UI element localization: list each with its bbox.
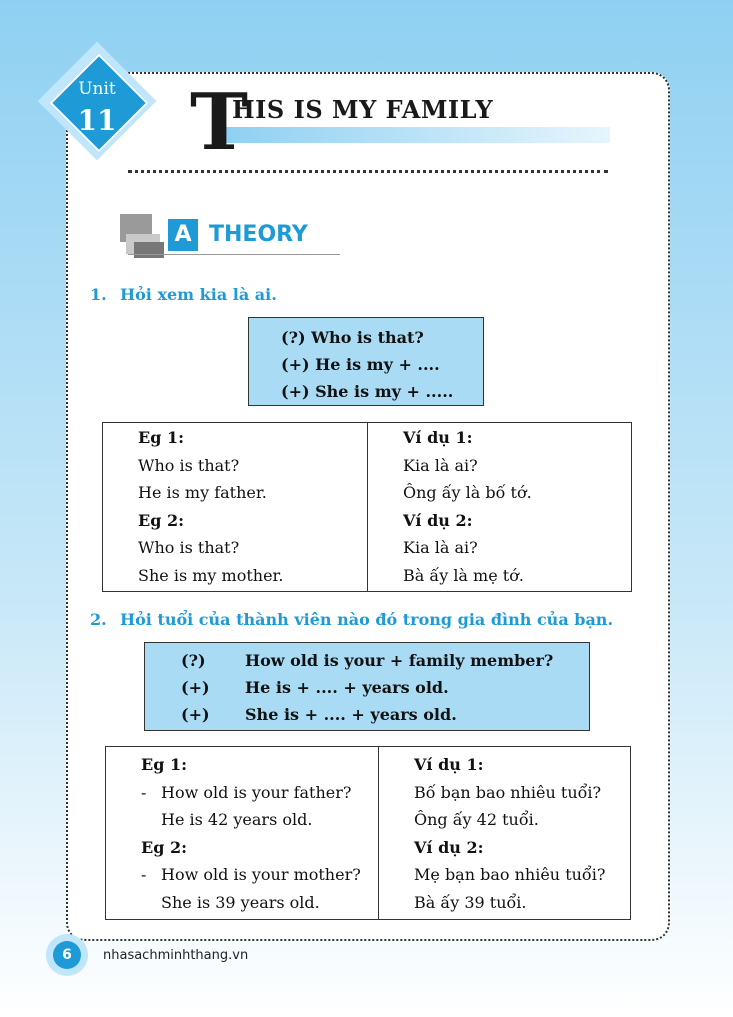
dash-marker: -: [141, 782, 147, 802]
theory-letter: A: [168, 219, 198, 251]
section1-number: 1.: [90, 285, 107, 304]
table-left-column: [106, 747, 378, 919]
page-number: 6: [53, 941, 81, 969]
table-cell: [141, 806, 378, 834]
formula-sign: (?): [181, 651, 206, 670]
answer-text: He is 42 years old.: [161, 810, 313, 829]
table-cell: Mẹ bạn bao nhiêu tuổi?: [414, 865, 606, 884]
table-cell: Kia là ai?: [403, 455, 478, 475]
table-cell: Who is that?: [138, 538, 240, 557]
formula-sign: (+): [181, 705, 210, 724]
table-cell: Who is that?: [138, 455, 240, 475]
section2-example-table: [105, 746, 631, 920]
table-cell: Ông ấy là bố tớ.: [403, 483, 532, 502]
table-cell: Eg 1:: [138, 428, 184, 447]
table-cell: [141, 889, 378, 917]
table-right-column: [367, 423, 631, 591]
section1-formula-box: [248, 317, 484, 406]
section1-example-table: [102, 422, 632, 592]
question-text: How old is your mother?: [161, 865, 361, 884]
section1-heading-text: Hỏi xem kia là ai.: [120, 285, 277, 304]
table-cell: She is my mother.: [138, 565, 284, 585]
table-cell: Eg 2:: [138, 510, 184, 530]
table-cell: He is my father.: [138, 483, 267, 502]
title-divider: [128, 170, 608, 173]
dash-marker: -: [141, 865, 147, 884]
table-left-column: [103, 423, 367, 591]
table-cell: Eg 2:: [141, 837, 187, 857]
section2-formula-box: [144, 642, 590, 731]
section2-heading: [90, 610, 613, 629]
table-cell: Ông ấy 42 tuổi.: [414, 810, 539, 829]
unit-label: Unit: [78, 79, 116, 99]
answer-text: She is 39 years old.: [161, 892, 320, 912]
unit-number: 11: [77, 104, 117, 137]
theory-heading: THEORY: [209, 222, 308, 247]
table-cell: Ví dụ 1:: [414, 755, 484, 774]
formula-sign: (+): [181, 678, 210, 697]
formula-line: [181, 701, 589, 728]
title-highlight-bar: [225, 127, 610, 143]
question-text: How old is your father?: [161, 782, 352, 802]
formula-line: [181, 647, 589, 674]
formula-text: She is + .... + years old.: [245, 705, 457, 724]
unit-badge: [38, 42, 156, 160]
table-cell: Ví dụ 2:: [403, 510, 473, 530]
title-initial: T: [190, 77, 249, 168]
table-cell: Bố bạn bao nhiêu tuổi?: [414, 782, 602, 802]
table-cell: Bà ấy là mẹ tớ.: [403, 565, 524, 585]
section2-heading-text: Hỏi tuổi của thành viên nào đó trong gia đình của bạn.: [120, 610, 614, 629]
site-url: nhasachminhthang.vn: [103, 948, 249, 963]
table-cell: Ví dụ 1:: [403, 428, 473, 447]
page-title: HIS IS MY FAMILY: [232, 95, 494, 124]
section1-heading: [90, 285, 277, 304]
formula-line: (+) She is my + .....: [281, 382, 454, 401]
formula-line: (?) Who is that?: [281, 328, 424, 347]
section2-number: 2.: [90, 610, 107, 629]
formula-text: How old is your + family member?: [245, 651, 554, 670]
theory-underline: [128, 254, 340, 255]
table-right-column: [378, 747, 630, 919]
table-cell: Eg 1:: [141, 755, 187, 774]
formula-line: (+) He is my + ....: [281, 355, 440, 374]
formula-line: [181, 674, 589, 701]
table-cell: Kia là ai?: [403, 538, 478, 557]
table-cell: Bà ấy 39 tuổi.: [414, 892, 527, 912]
formula-text: He is + .... + years old.: [245, 678, 449, 697]
table-cell: [141, 779, 378, 807]
table-cell: [141, 861, 378, 889]
table-cell: Ví dụ 2:: [414, 837, 484, 857]
